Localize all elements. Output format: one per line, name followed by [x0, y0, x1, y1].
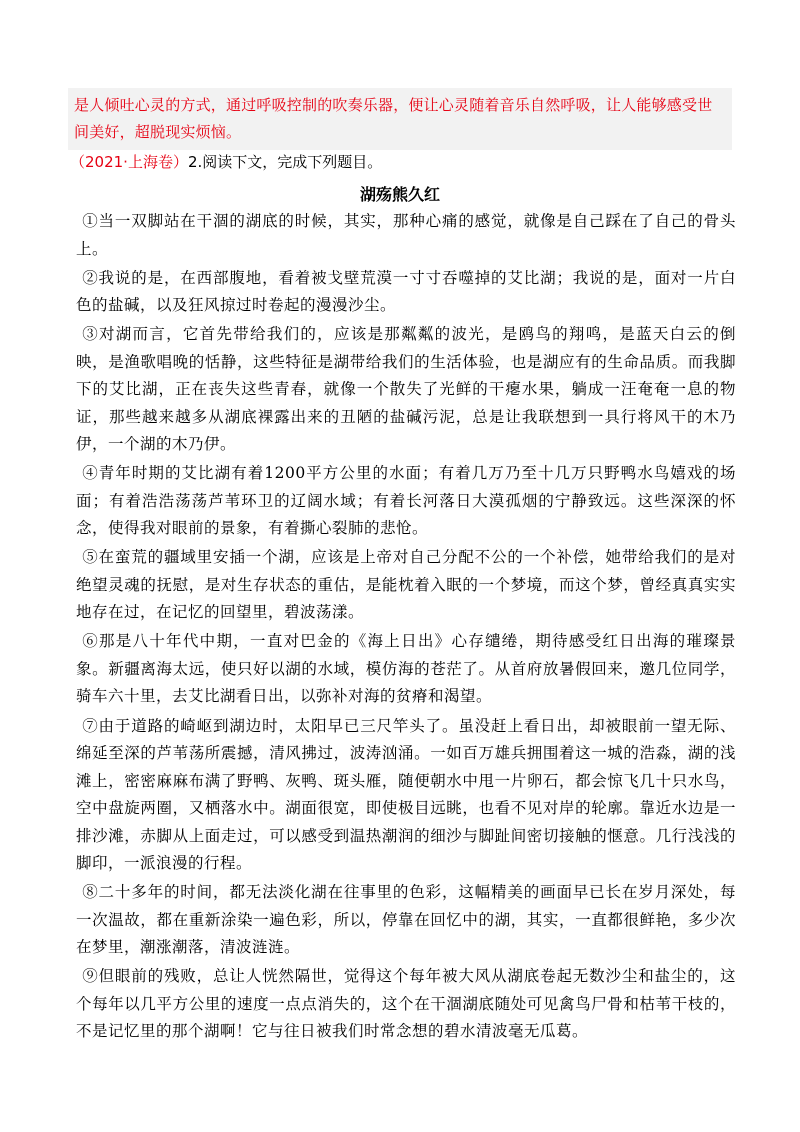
article-paragraph: ⑦由于道路的崎岖到湖边时，太阳早已三尺竿头了。虽没赶上看日出，却被眼前一望无际、绵延至深的芦苇荡所震撼，清风拂过，波涛汹涌。一如百万雄兵拥围着这一城的浩淼，湖的浅滩上，密密麻麻布满了野鸭、灰鸭、斑头雁，随便朝水中甩一片卵石，都会惊飞几十只水鸟，空中盘旋两圈，又栖落水中。湖面很宽，即使极目远眺，也看不见对岸的轮廓。靠近水边是一排沙滩，赤脚从上面走过，可以感受到温热潮润的细沙与脚趾间密切接触的惬意。几行浅浅的脚印，一派浪漫的行程。 — [76, 716, 736, 873]
question-instruction: 阅读下文，完成下列题目。 — [202, 153, 383, 171]
article-paragraph: ⑧二十多年的时间，都无法淡化湖在往事里的色彩，这幅精美的画面早已长在岁月深处，每一次温故，都在重新涂染一遍色彩，所以，停靠在回忆中的湖，其实，一直都很鲜艳，多少次在梦里，潮涨潮落，清波涟涟。 — [76, 883, 736, 957]
question-header — [70, 150, 382, 174]
article-paragraph: ③对湖而言，它首先带给我们的，应该是那粼粼的波光，是鸥鸟的翔鸣，是蓝天白云的倒映，是渔歌唱晚的恬静，这些特征是湖带给我们的生活体验，也是湖应有的生命品质。而我脚下的艾比湖，正在丧失这些青春，就像一个散失了光鲜的干瘪水果，躺成一汪奄奄一息的物证，那些越来越多从湖底裸露出来的丑陋的盐碱污泥，总是让我联想到一具行将风干的木乃伊，一个湖的木乃伊。 — [76, 325, 736, 454]
answer-text: 是人倾吐心灵的方式，通过呼吸控制的吹奏乐器，便让心灵随着音乐自然呼吸，让人能够感受世间美好，超脱现实烦恼。 — [74, 96, 713, 141]
answer-highlight-box — [68, 88, 732, 150]
article-paragraph: ⑨但眼前的残败，总让人恍然隔世，觉得这个每年被大风从湖底卷起无数沙尘和盐尘的，这个每年以几平方公里的速度一点点消失的，这个在干涸湖底随处可见禽鸟尸骨和枯苇干枝的，不是记忆里的那个湖啊！它与往日被我们时常念想的碧水清波毫无瓜葛。 — [76, 967, 736, 1041]
article-paragraph: ①当一双脚站在干涸的湖底的时候，其实，那种心痛的感觉，就像是自己踩在了自己的骨头上。 — [76, 212, 736, 258]
question-source: （2021·上海卷） — [70, 153, 188, 171]
article-paragraph: ⑥那是八十年代中期，一直对巴金的《海上日出》心存缱绻，期待感受红日出海的璀璨景象。新疆离海太远，使只好以湖的水域，模仿海的苍茫了。从首府放暑假回来，邀几位同学，骑车六十里，去艾比湖看日出，以弥补对海的贫瘠和渴望。 — [76, 632, 736, 706]
article-paragraph: ②我说的是，在西部腹地，看着被戈壁荒漠一寸寸吞噬掉的艾比湖；我说的是，面对一片白色的盐碱，以及狂风掠过时卷起的漫漫沙尘。 — [76, 268, 736, 315]
article-title: 湖殇熊久红 — [359, 185, 440, 204]
article-paragraph: ④青年时期的艾比湖有着1200平方公里的水面；有着几万乃至十几万只野鸭水鸟嬉戏的场面；有着浩浩荡荡芦苇环卫的辽阔水域；有着长河落日大漠孤烟的宁静致远。这些深深的怀念，使得我对眼前的景象，有着撕心裂肺的悲怆。 — [76, 464, 736, 538]
question-number: 2. — [187, 153, 203, 171]
article-body — [76, 208, 736, 1047]
article-paragraph: ⑤在蛮荒的疆域里安插一个湖，应该是上帝对自己分配不公的一个补偿，她带给我们的是对绝望灵魂的抚慰，是对生存状态的重估，是能枕着入眠的一个梦境，而这个梦，曾经真真实实地存在过，在记忆的回望里，碧波荡漾。 — [76, 548, 736, 622]
